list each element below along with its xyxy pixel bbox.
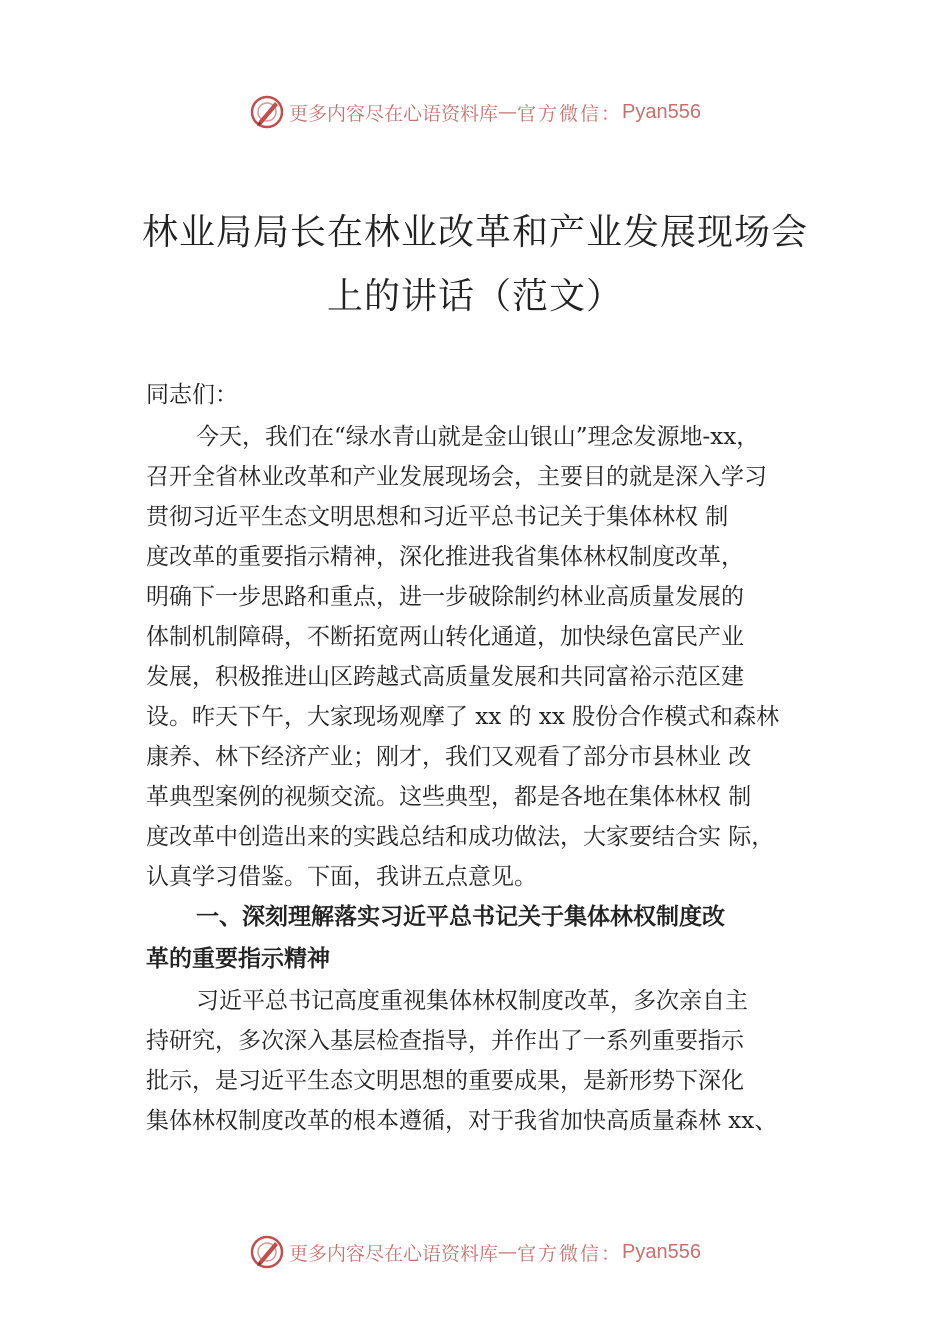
paragraph-line: 认真学习借鉴。下面，我讲五点意见。 <box>146 864 537 890</box>
paragraph-line: 度改革中创造出来的实践总结和成功做法，大家要结合实 际， <box>146 824 775 850</box>
document-title-line-1: 林业局局长在林业改革和产业发展现场会 <box>141 212 808 253</box>
watermark-banner-top <box>0 92 950 132</box>
paragraph-line: 度改革的重要指示精神，深化推进我省集体林权制度改革， <box>146 544 744 570</box>
paragraph-line: 康养、林下经济产业；刚才，我们又观看了部分市县林业 改 <box>146 744 752 770</box>
section-heading-line-2: 革的重要指示精神 <box>146 946 330 972</box>
banner-site-name: 更多内容尽在心语资料库 <box>289 102 499 125</box>
banner-wechat-label: 官方微信： <box>517 102 623 125</box>
paragraph-line: 发展，积极推进山区跨越式高质量发展和共同富裕示范区建 <box>146 664 744 690</box>
watermark-banner-bottom <box>0 1232 950 1272</box>
paragraph-line: 贯彻习近平生态文明思想和习近平总书记关于集体林权 制 <box>146 504 729 530</box>
banner-site-name: 更多内容尽在心语资料库 <box>289 1242 499 1265</box>
paragraph-line: 明确下一步思路和重点，进一步破除制约林业高质量发展的 <box>146 584 744 610</box>
paragraph-line: 召开全省林业改革和产业发展现场会，主要目的就是深入学习 <box>146 464 767 490</box>
salutation: 同志们： <box>146 382 238 408</box>
paragraph-line: 体制机制障碍，不断拓宽两山转化通道，加快绿色富民产业 <box>146 624 744 650</box>
section-heading-line-1: 一、深刻理解落实习近平总书记关于集体林权制度改 <box>196 904 725 930</box>
banner-wechat-id: Pyan556 <box>622 1240 701 1263</box>
paragraph-line: 持研究，多次深入基层检查指导，并作出了一系列重要指示 <box>146 1028 744 1054</box>
paragraph-line: 设。昨天下午，大家现场观摩了 xx 的 xx 股份合作模式和森林 <box>146 704 780 730</box>
banner-wechat-id: Pyan556 <box>622 100 701 123</box>
paragraph-line: 革典型案例的视频交流。这些典型，都是各地在集体林权 制 <box>146 784 752 810</box>
banner-separator: — <box>498 1241 518 1263</box>
pen-logo-icon <box>249 1234 285 1270</box>
paragraph-line: 批示，是习近平生态文明思想的重要成果，是新形势下深化 <box>146 1068 744 1094</box>
paragraph-line: 习近平总书记高度重视集体林权制度改革，多次亲自主 <box>196 988 748 1014</box>
paragraph-line: 集体林权制度改革的根本遵循，对于我省加快高质量森林 xx、 <box>146 1108 778 1134</box>
banner-wechat-label: 官方微信： <box>517 1242 623 1265</box>
banner-separator: — <box>498 101 518 123</box>
pen-logo-icon <box>249 94 285 130</box>
document-title-line-2: 上的讲话（范文） <box>326 276 623 317</box>
paragraph-line: 今天，我们在“绿水青山就是金山银山”理念发源地-xx， <box>196 424 760 450</box>
